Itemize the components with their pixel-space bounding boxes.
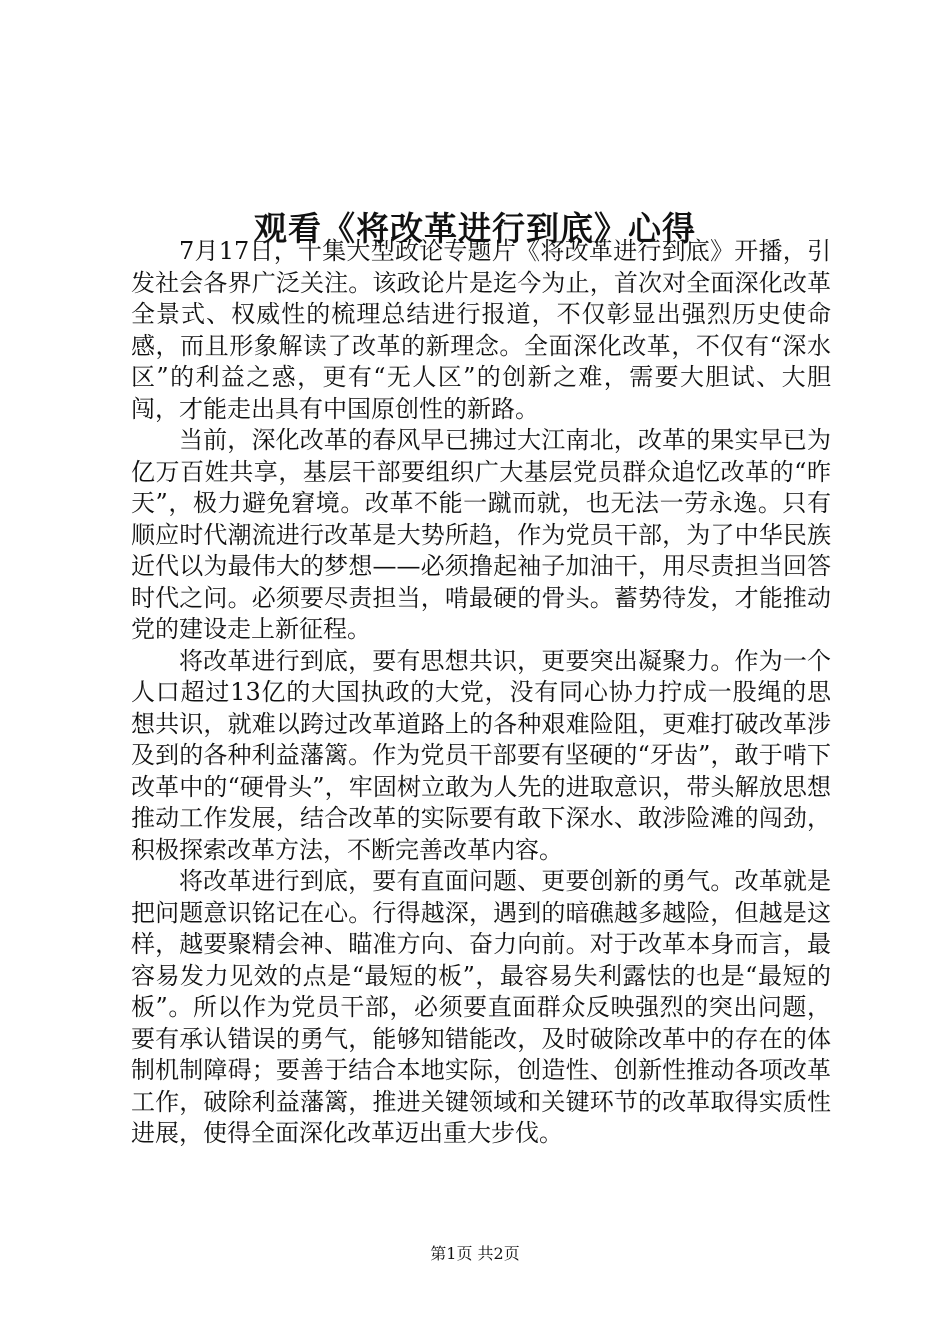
document-title: 观看《将改革进行到底》心得 xyxy=(254,209,696,249)
document-body xyxy=(131,236,831,1150)
page-number-footer: 第1页 共2页 xyxy=(430,1244,520,1263)
paragraph-2: 当前，深化改革的春风早已拂过大江南北，改革的果实早已为亿万百姓共享，基层干部要组织广大基层党员群众追忆改革的“昨天”，极力避免窘境。改革不能一蹴而就，也无法一劳永逸。只有顺应时代潮流进行改革是大势所趋，作为党员干部，为了中华民族近代以为最伟大的梦想——必须撸起袖子加油干，用尽责担当回答时代之问。必须要尽责担当，啃最硬的骨头。蓄势待发，才能推动党的建设走上新征程。 xyxy=(131,426,831,643)
paragraph-1: 7月17日，十集大型政论专题片《将改革进行到底》开播，引发社会各界广泛关注。该政论片是迄今为止，首次对全面深化改革全景式、权威性的梳理总结进行报道，不仅彰显出强烈历史使命感，而且形象解读了改革的新理念。全面深化改革，不仅有“深水区”的利益之惑，更有“无人区”的创新之难，需要大胆试、大胆闯，才能走出具有中国原创性的新路。 xyxy=(131,237,831,423)
paragraph-4: 将改革进行到底，要有直面问题、更要创新的勇气。改革就是把问题意识铭记在心。行得越深，遇到的暗礁越多越险，但越是这样，越要聚精会神、瞄准方向、奋力向前。对于改革本身而言，最容易发力见效的点是“最短的板”，最容易失利露怯的也是“最短的板”。所以作为党员干部，必须要直面群众反映强烈的突出问题，要有承认错误的勇气，能够知错能改，及时破除改革中的存在的体制机制障碍；要善于结合本地实际，创造性、创新性推动各项改革工作，破除利益藩篱，推进关键领域和关键环节的改革取得实质性进展，使得全面深化改革迈出重大步伐。 xyxy=(131,867,831,1147)
paragraph-3: 将改革进行到底，要有思想共识，更要突出凝聚力。作为一个人口超过13亿的大国执政的大党，没有同心协力拧成一股绳的思想共识，就难以跨过改革道路上的各种艰难险阻，更难打破改革涉及到的各种利益藩篱。作为党员干部要有坚硬的“牙齿”，敢于啃下改革中的“硬骨头”，牢固树立敢为人先的进取意识，带头解放思想推动工作发展，结合改革的实际要有敢下深水、敢涉险滩的闯劲，积极探索改革方法，不断完善改革内容。 xyxy=(131,646,831,864)
